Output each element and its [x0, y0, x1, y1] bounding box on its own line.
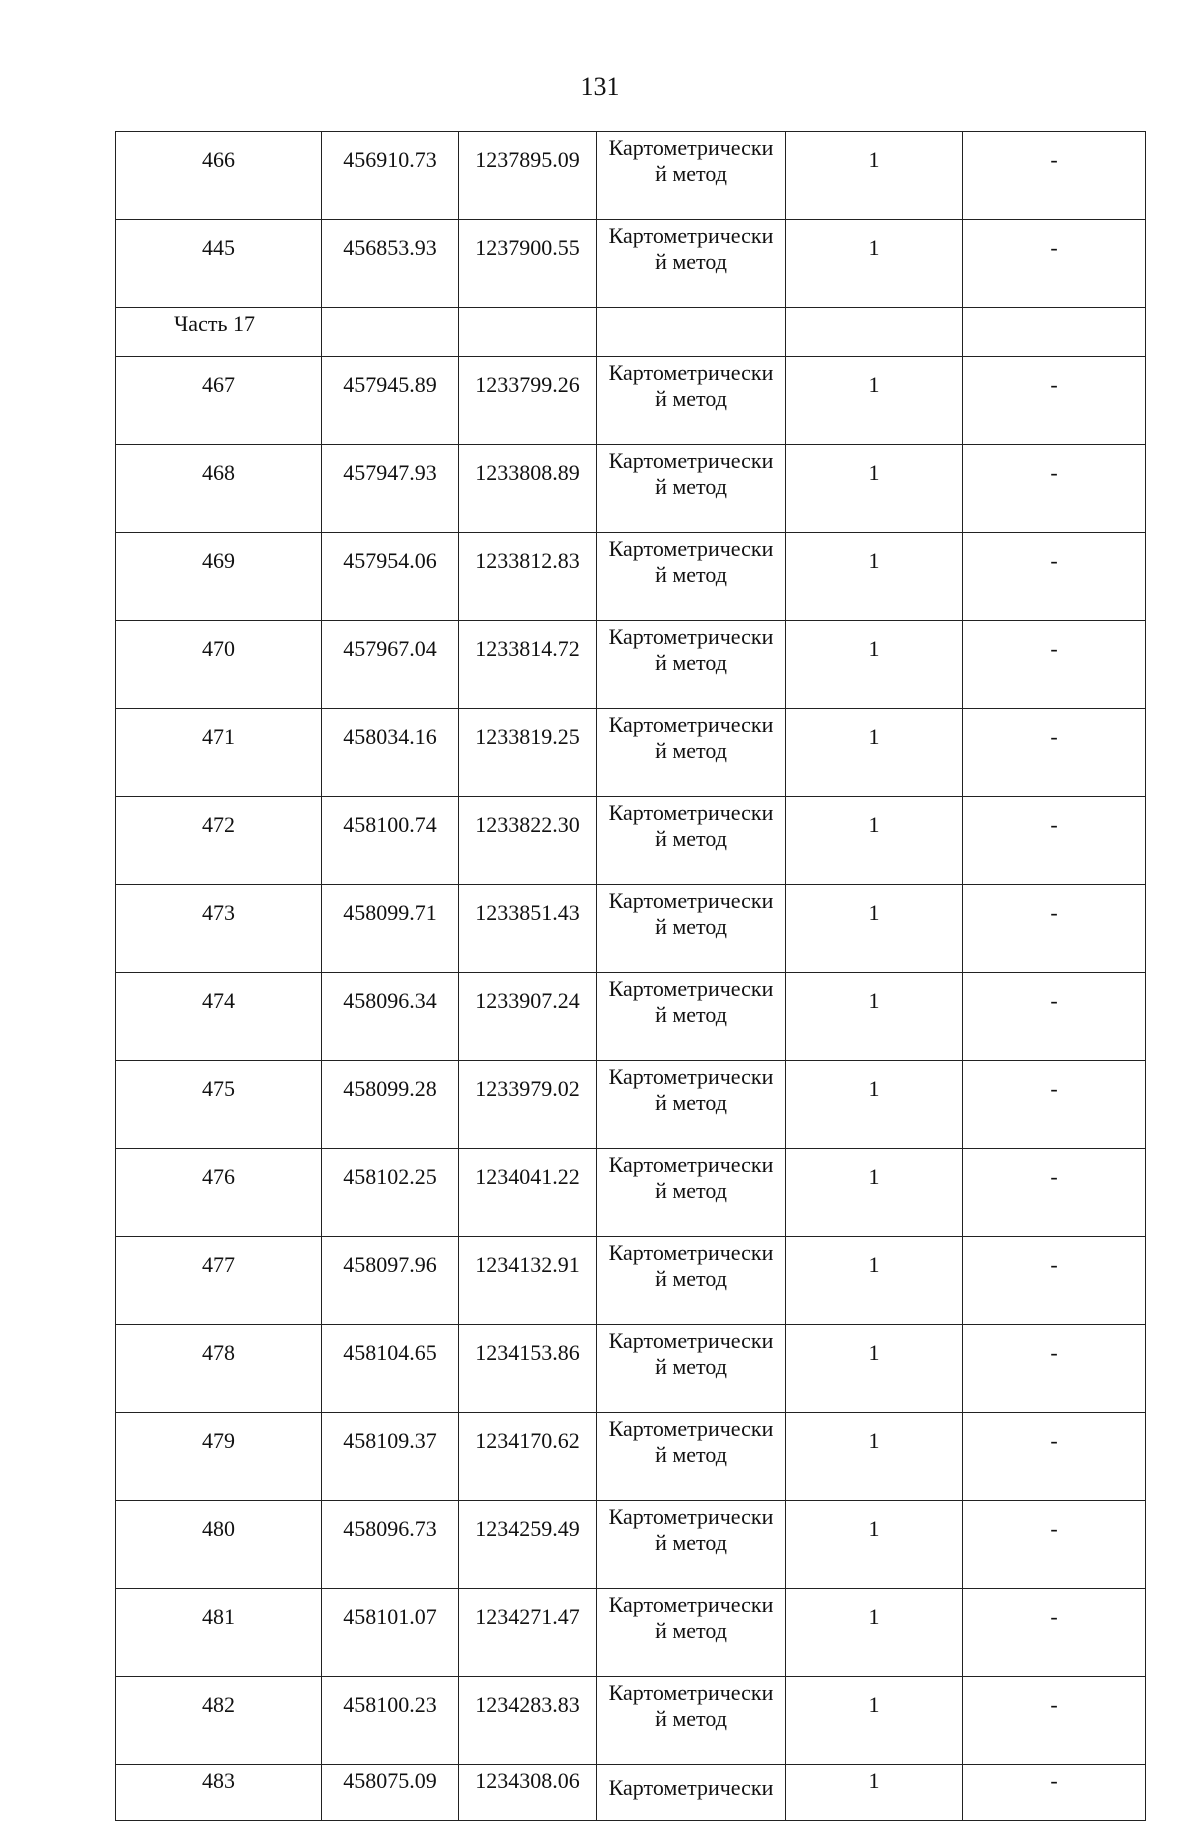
method-cell: [597, 1501, 786, 1589]
method-line-1: Картометрически: [608, 976, 774, 1001]
point-number-cell: 467: [116, 357, 322, 445]
y-coordinate-cell: 1233851.43: [459, 885, 597, 973]
method-line-2: й метод: [655, 914, 727, 939]
table-row: [116, 1765, 1146, 1821]
table-row: [116, 709, 1146, 797]
x-coordinate-cell: 457947.93: [322, 445, 459, 533]
note-cell: -: [963, 885, 1146, 973]
point-number-cell: 476: [116, 1149, 322, 1237]
table-row: [116, 445, 1146, 533]
x-coordinate-cell: 456910.73: [322, 132, 459, 220]
method-cell: [597, 621, 786, 709]
accuracy-cell: 1: [786, 132, 963, 220]
point-number-cell: 469: [116, 533, 322, 621]
method-line-1: Картометрически: [608, 888, 774, 913]
y-coordinate-cell: 1233907.24: [459, 973, 597, 1061]
y-coordinate-cell: 1233808.89: [459, 445, 597, 533]
method-line-2: й метод: [655, 1002, 727, 1027]
accuracy-cell: 1: [786, 1677, 963, 1765]
y-coordinate-cell: 1234283.83: [459, 1677, 597, 1765]
accuracy-cell: 1: [786, 1149, 963, 1237]
accuracy-cell: 1: [786, 1413, 963, 1501]
x-coordinate-cell: 458075.09: [322, 1765, 459, 1821]
y-coordinate-cell: 1234271.47: [459, 1589, 597, 1677]
empty-cell: [963, 308, 1146, 357]
method-line-2: й метод: [655, 386, 727, 411]
x-coordinate-cell: 458097.96: [322, 1237, 459, 1325]
method-cell: [597, 1589, 786, 1677]
method-line-1: Картометрически: [608, 1064, 774, 1089]
method-cell: [597, 973, 786, 1061]
method-line-2: й метод: [655, 650, 727, 675]
method-line-2: й метод: [655, 1178, 727, 1203]
point-number-cell: 472: [116, 797, 322, 885]
table-row: [116, 1501, 1146, 1589]
accuracy-cell: 1: [786, 709, 963, 797]
method-line-1: Картометрически: [608, 712, 774, 737]
part-header-row: [116, 308, 1146, 357]
method-line-2: й метод: [655, 1266, 727, 1291]
note-cell: -: [963, 709, 1146, 797]
note-cell: -: [963, 1501, 1146, 1589]
x-coordinate-cell: 458034.16: [322, 709, 459, 797]
point-number-cell: 479: [116, 1413, 322, 1501]
method-cell: [597, 357, 786, 445]
note-cell: -: [963, 1677, 1146, 1765]
method-line-1: Картометрически: [608, 1775, 774, 1800]
table-row: [116, 973, 1146, 1061]
x-coordinate-cell: 456853.93: [322, 220, 459, 308]
x-coordinate-cell: 458102.25: [322, 1149, 459, 1237]
x-coordinate-cell: 457967.04: [322, 621, 459, 709]
y-coordinate-cell: 1234259.49: [459, 1501, 597, 1589]
note-cell: -: [963, 973, 1146, 1061]
x-coordinate-cell: 458099.71: [322, 885, 459, 973]
point-number-cell: 481: [116, 1589, 322, 1677]
y-coordinate-cell: 1233822.30: [459, 797, 597, 885]
method-line-1: Картометрически: [608, 135, 774, 160]
part-label: Часть 17: [116, 308, 322, 357]
empty-cell: [459, 308, 597, 357]
method-line-1: Картометрически: [608, 1680, 774, 1705]
note-cell: -: [963, 1589, 1146, 1677]
method-cell: [597, 1677, 786, 1765]
method-line-2: й метод: [655, 1354, 727, 1379]
method-line-1: Картометрически: [608, 448, 774, 473]
accuracy-cell: 1: [786, 357, 963, 445]
y-coordinate-cell: 1233819.25: [459, 709, 597, 797]
x-coordinate-cell: 458099.28: [322, 1061, 459, 1149]
accuracy-cell: 1: [786, 797, 963, 885]
method-cell: [597, 1325, 786, 1413]
accuracy-cell: 1: [786, 621, 963, 709]
y-coordinate-cell: 1233812.83: [459, 533, 597, 621]
accuracy-cell: 1: [786, 1325, 963, 1413]
y-coordinate-cell: 1234308.06: [459, 1765, 597, 1821]
table-row: [116, 797, 1146, 885]
method-line-1: Картометрически: [608, 1152, 774, 1177]
table-row: [116, 357, 1146, 445]
method-line-1: Картометрически: [608, 1504, 774, 1529]
point-number-cell: 468: [116, 445, 322, 533]
method-line-1: Картометрически: [608, 1240, 774, 1265]
method-cell: [597, 1149, 786, 1237]
empty-cell: [597, 308, 786, 357]
x-coordinate-cell: 457945.89: [322, 357, 459, 445]
y-coordinate-cell: 1233979.02: [459, 1061, 597, 1149]
method-cell: [597, 132, 786, 220]
table-row: [116, 1061, 1146, 1149]
y-coordinate-cell: 1234041.22: [459, 1149, 597, 1237]
accuracy-cell: 1: [786, 533, 963, 621]
y-coordinate-cell: 1234132.91: [459, 1237, 597, 1325]
point-number-cell: 480: [116, 1501, 322, 1589]
table-row: [116, 1325, 1146, 1413]
table-row: [116, 1589, 1146, 1677]
table-row: [116, 885, 1146, 973]
table-body: [116, 132, 1146, 1821]
point-number-cell: 478: [116, 1325, 322, 1413]
x-coordinate-cell: 458096.34: [322, 973, 459, 1061]
y-coordinate-cell: 1233814.72: [459, 621, 597, 709]
method-line-2: й метод: [655, 826, 727, 851]
y-coordinate-cell: 1234170.62: [459, 1413, 597, 1501]
method-line-1: Картометрически: [608, 800, 774, 825]
accuracy-cell: 1: [786, 1061, 963, 1149]
table-row: [116, 220, 1146, 308]
accuracy-cell: 1: [786, 1589, 963, 1677]
x-coordinate-cell: 458096.73: [322, 1501, 459, 1589]
note-cell: -: [963, 1061, 1146, 1149]
page-number: 131: [580, 72, 620, 101]
empty-cell: [322, 308, 459, 357]
method-line-2: й метод: [655, 562, 727, 587]
method-line-2: й метод: [655, 1442, 727, 1467]
method-line-1: Картометрически: [608, 536, 774, 561]
method-line-1: Картометрически: [608, 1328, 774, 1353]
method-cell: [597, 1413, 786, 1501]
point-number-cell: 445: [116, 220, 322, 308]
point-number-cell: 474: [116, 973, 322, 1061]
y-coordinate-cell: 1233799.26: [459, 357, 597, 445]
x-coordinate-cell: 458109.37: [322, 1413, 459, 1501]
note-cell: -: [963, 1325, 1146, 1413]
x-coordinate-cell: 457954.06: [322, 533, 459, 621]
accuracy-cell: 1: [786, 885, 963, 973]
note-cell: -: [963, 533, 1146, 621]
empty-cell: [786, 308, 963, 357]
method-cell: [597, 1061, 786, 1149]
method-line-2: й метод: [655, 474, 727, 499]
method-line-2: й метод: [655, 249, 727, 274]
accuracy-cell: 1: [786, 445, 963, 533]
y-coordinate-cell: 1237895.09: [459, 132, 597, 220]
accuracy-cell: 1: [786, 973, 963, 1061]
point-number-cell: 482: [116, 1677, 322, 1765]
table-row: [116, 1677, 1146, 1765]
y-coordinate-cell: 1234153.86: [459, 1325, 597, 1413]
coordinates-table: [115, 131, 1146, 1821]
note-cell: -: [963, 797, 1146, 885]
accuracy-cell: 1: [786, 1765, 963, 1821]
point-number-cell: 473: [116, 885, 322, 973]
table-row: [116, 533, 1146, 621]
point-number-cell: 477: [116, 1237, 322, 1325]
method-cell: [597, 1765, 786, 1821]
method-line-2: й метод: [655, 161, 727, 186]
method-line-2: й метод: [655, 1090, 727, 1115]
note-cell: -: [963, 220, 1146, 308]
method-line-2: й метод: [655, 1618, 727, 1643]
method-line-1: Картометрически: [608, 1592, 774, 1617]
note-cell: -: [963, 132, 1146, 220]
method-cell: [597, 445, 786, 533]
point-number-cell: 470: [116, 621, 322, 709]
x-coordinate-cell: 458101.07: [322, 1589, 459, 1677]
y-coordinate-cell: 1237900.55: [459, 220, 597, 308]
point-number-cell: 466: [116, 132, 322, 220]
note-cell: -: [963, 1765, 1146, 1821]
method-line-2: й метод: [655, 1530, 727, 1555]
accuracy-cell: 1: [786, 1501, 963, 1589]
note-cell: -: [963, 1237, 1146, 1325]
point-number-cell: 471: [116, 709, 322, 797]
x-coordinate-cell: 458104.65: [322, 1325, 459, 1413]
note-cell: -: [963, 357, 1146, 445]
method-line-1: Картометрически: [608, 223, 774, 248]
table-row: [116, 1237, 1146, 1325]
point-number-cell: 483: [116, 1765, 322, 1821]
method-line-1: Картометрически: [608, 360, 774, 385]
method-cell: [597, 797, 786, 885]
point-number-cell: 475: [116, 1061, 322, 1149]
method-cell: [597, 533, 786, 621]
method-cell: [597, 885, 786, 973]
x-coordinate-cell: 458100.23: [322, 1677, 459, 1765]
method-line-2: й метод: [655, 1706, 727, 1731]
note-cell: -: [963, 445, 1146, 533]
method-cell: [597, 220, 786, 308]
note-cell: -: [963, 1149, 1146, 1237]
note-cell: -: [963, 621, 1146, 709]
accuracy-cell: 1: [786, 220, 963, 308]
accuracy-cell: 1: [786, 1237, 963, 1325]
x-coordinate-cell: 458100.74: [322, 797, 459, 885]
table-row: [116, 1149, 1146, 1237]
method-line-1: Картометрически: [608, 624, 774, 649]
table-row: [116, 132, 1146, 220]
note-cell: -: [963, 1413, 1146, 1501]
method-cell: [597, 1237, 786, 1325]
method-cell: [597, 709, 786, 797]
table-row: [116, 1413, 1146, 1501]
method-line-1: Картометрически: [608, 1416, 774, 1441]
table-row: [116, 621, 1146, 709]
method-line-2: й метод: [655, 738, 727, 763]
